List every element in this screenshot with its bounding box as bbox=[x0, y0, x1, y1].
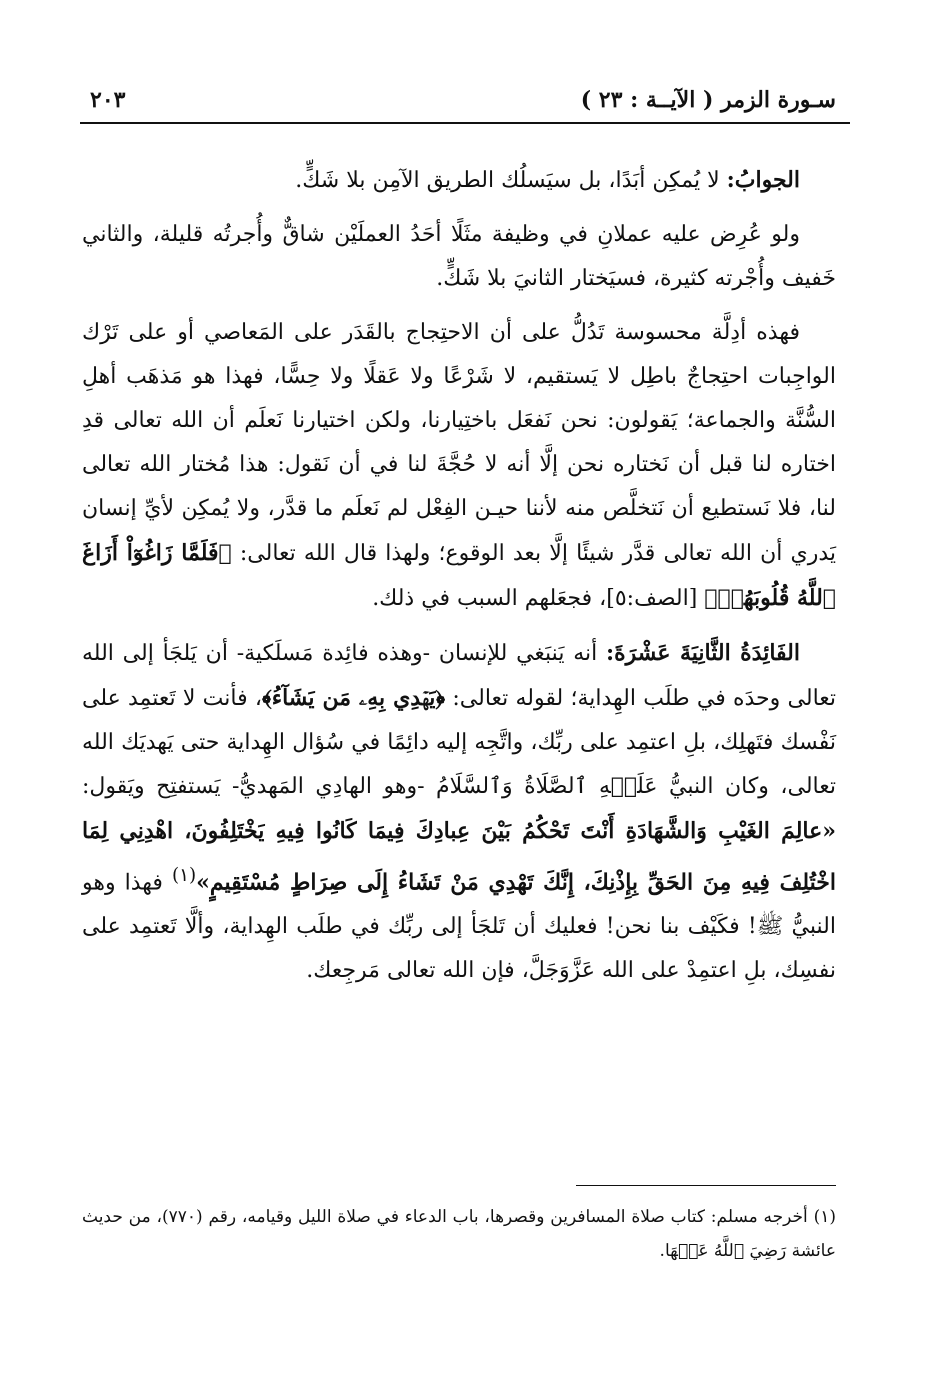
example-text: ولو عُرِض عليه عملانِ في وظيفة مثَلًا أحَدُ العملَيْن شاقٌّ وأُجرتُه قليلة، والثاني خَفيف وأُجْرته كثيرة، فسيَختار الثانيَ بلا شَكٍّ. bbox=[82, 222, 836, 291]
benefit-heading: الفَائِدَةُ الثَّانِيَةَ عَشْرَةَ: bbox=[606, 640, 800, 666]
answer-text: لا يُمكِن أبَدًا، بل سيَسلُك الطريق الآمِن بلا شَكٍّ. bbox=[295, 168, 727, 193]
header-divider bbox=[80, 122, 850, 124]
evidence-tail: ، فجعَلهم السبب في ذلك. bbox=[372, 586, 607, 611]
footnote-marker: (١) bbox=[813, 1207, 836, 1227]
footnotes bbox=[82, 1200, 836, 1268]
hadith-quote: «عالِمَ الغَيْبِ وَالشَّهَادَةِ أَنْتَ تَحْكُمُ بَيْنَ عِبادِكَ فِيمَا كَانُوا فِيهِ يَخْتَلِفُونَ، اهْدِنِي لِمَا اخْتُلِفَ فِيهِ مِنَ الحَقِّ بِإِذْنِكَ، إِنَّكَ تَهْدِي مَنْ تَشَاءُ إِلَى صِرَاطٍ مُسْتَقِيمٍ» bbox=[82, 818, 836, 896]
footnote-reference[interactable]: (١) bbox=[171, 865, 197, 886]
paragraph-answer bbox=[82, 158, 836, 203]
quran-verse: ﴿فَلَمَّا زَاغُوٓاْ أَزَاغَ ٱللَّهُ قُلُوبَهُمۡ﴾ bbox=[82, 540, 836, 611]
main-text bbox=[82, 158, 836, 1003]
paragraph-benefit-twelve bbox=[82, 631, 836, 993]
benefit-text-1: أنه يَنبَغي للإنسان -وهذه فائِدة مَسلَكية- أن يَلجَأ إلى الله تعالى وحدَه في طلَب الهِداية؛ لقوله تعالى: bbox=[82, 641, 837, 711]
running-header bbox=[90, 86, 836, 114]
footnote-text: أخرجه مسلم: كتاب صلاة المسافرين وقصرها، باب الدعاء في صلاة الليل وقيامه، رقم (٧٧٠)، من حديث عائشة رَضِيَ ٱللَّهُ عَنۡهَا. bbox=[82, 1207, 836, 1261]
footnote-item bbox=[82, 1200, 836, 1268]
evidence-text: فهذه أدِلَّة محسوسة تَدُلُّ على أن الاحتِجاج بالقَدَر على المَعاصي أو على تَرْك الواجِبات احتِجاجٌ باطِل لا يَستقيم، لا شَرْعًا ولا عَقلًا ولا حِسًّا، فهذا هو مَذهَب أهلِ السُّنَّة والجماعة؛ يَقولون: نحن نَفعَل باختِيارنا، ولكن اختيارنا نَعلَم أن الله تعالى قدِ اختاره لنا قبل أن نَختاره نحن إلَّا أنه لا حُجَّةَ لنا في أن نَقول: هذا مُختار الله تعالى لنا، فلا نَستطيع أن نَتخلَّص منه لأننا حيـن الفِعْل لم نَعلَم ما قدَّر، ولا يُمكِن لأيِّ إنسان يَدري أن الله تعالى قدَّر شيئًا إلَّا بعد الوقوع؛ ولهذا قال الله تعالى: bbox=[82, 320, 837, 566]
footnote-divider bbox=[576, 1185, 836, 1186]
benefit-text-2: ، فأنت لا تَعتمِد على نَفْسك فتَهلِك، بلِ اعتمِد على ربِّك، واتَّجِه إليه دائِمًا في سُؤال الهِداية حتى يَهديَك الله تعالى، وكان النبيُّ عَلَيۡهِ ٱلصَّلَاةُ وَٱلسَّلَامُ -وهو الهادِي المَهديُّ- يَستفتِح ويَقول: bbox=[82, 686, 836, 799]
running-title: سـورة الزمر ( الآيــة : ٢٣ ) bbox=[580, 87, 836, 113]
paragraph-evidence bbox=[82, 311, 836, 621]
verse-citation: [الصف:٥] bbox=[606, 586, 705, 611]
paragraph-example bbox=[82, 213, 836, 301]
benefit-text-3: فهذا وهو النبيُّ ﷺ! فكَيْف بنا نحن! فعليك أن تَلجَأ إلى ربِّك في طلَب الهِداية، وألَّا تَعتمِد على نفسِك، بلِ اعتمِدْ على الله عَزَّوَجَلَّ، فإن الله تعالى مَرجِعك. bbox=[82, 870, 836, 984]
answer-label: الجوابُ: bbox=[726, 167, 800, 193]
quran-verse-2: ﴿يَهۡدِي بِهِۦ مَن يَشَآءُ﴾ bbox=[261, 685, 446, 711]
page-number: ٢٠٣ bbox=[90, 87, 126, 113]
